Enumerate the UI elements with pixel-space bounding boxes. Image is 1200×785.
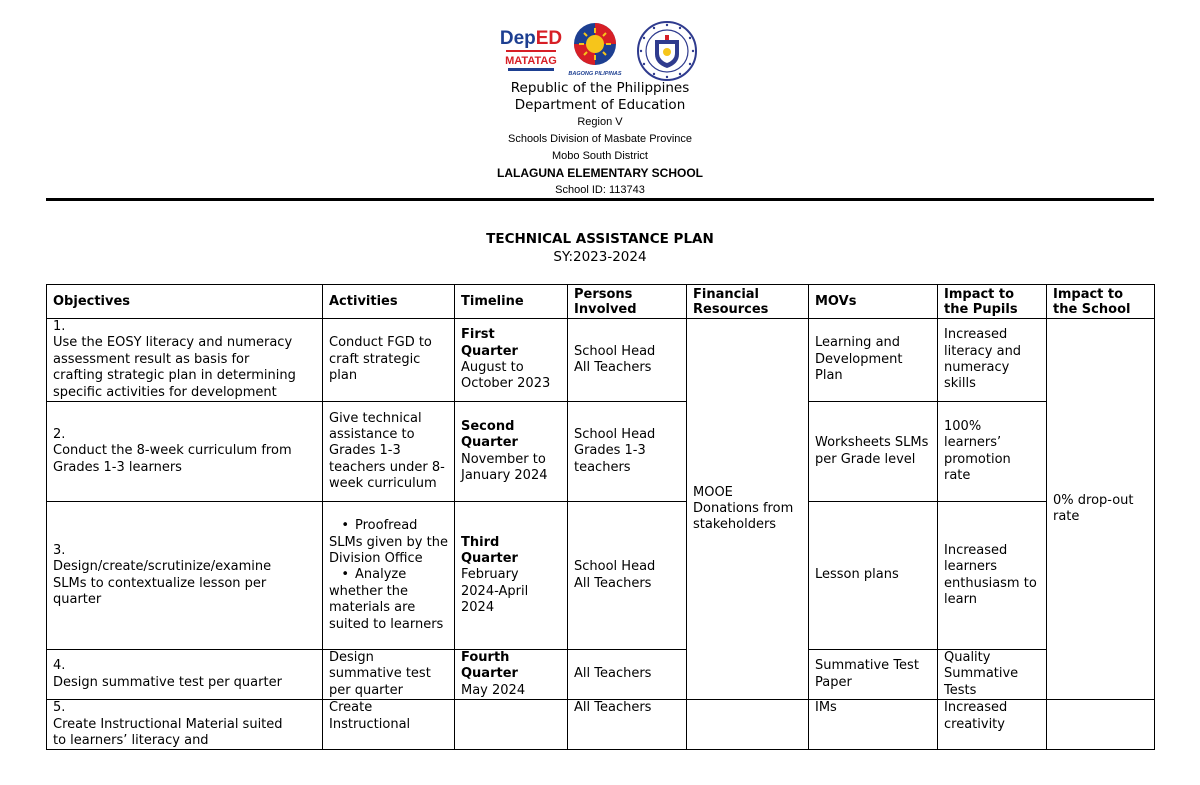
- timeline-cell: Second Quarter November to January 2024: [455, 402, 568, 502]
- objective-cell: 3.Design/create/scrutinize/examine SLMs to contextualize lesson per quarter: [47, 502, 323, 650]
- persons-cell: School Head All Teachers: [568, 502, 687, 650]
- activity-bullet: • Proofread SLMs given by the Division Office: [329, 518, 448, 566]
- header-financial-resources: Financial Resources: [687, 285, 809, 319]
- activity-bullet: • Analyze whether the materials are suited to learners: [329, 567, 444, 632]
- objective-cell: 1.Use the EOSY literacy and numeracy assessment result as basis for crafting strategic plan in determining specific activities for development: [47, 319, 323, 402]
- document-title: TECHNICAL ASSISTANCE PLAN: [486, 231, 714, 247]
- district-line: Mobo South District: [552, 150, 648, 162]
- svg-text:DepED: DepED: [500, 28, 562, 49]
- table-row: [47, 650, 1155, 700]
- division-line: Schools Division of Masbate Province: [507, 133, 693, 145]
- persons-cell: School Head All Teachers: [568, 319, 687, 402]
- svg-text:BAGONG PILIPINAS: BAGONG PILIPINAS: [568, 71, 622, 77]
- table-row: [47, 502, 1155, 650]
- bagong-pilipinas-logo: [568, 20, 622, 78]
- activity-cell: [323, 502, 455, 650]
- region-line: Region V: [577, 116, 623, 128]
- table-row: [47, 700, 1155, 750]
- header-persons-involved: Persons Involved: [568, 285, 687, 319]
- financial-resources-cell: [687, 700, 809, 750]
- table-row: [47, 402, 1155, 502]
- objective-cell: 4.Design summative test per quarter: [47, 650, 323, 700]
- objective-cell: 2.Conduct the 8-week curriculum from Grades 1-3 learners: [47, 402, 323, 502]
- impact-pupils-cell: 100% learners’ promotion rate: [938, 402, 1047, 502]
- activity-cell: Create Instructional: [323, 700, 455, 750]
- objective-cell: 5.Create Instructional Material suited to learners’ literacy and: [47, 700, 323, 750]
- timeline-cell: [455, 700, 568, 750]
- document-title-block: [0, 230, 1200, 266]
- impact-school-cell: 0% drop-out rate: [1047, 319, 1155, 700]
- header-impact-school: Impact to the School: [1047, 285, 1155, 319]
- header-timeline: Timeline: [455, 285, 568, 319]
- header-impact-pupils: Impact to the Pupils: [938, 285, 1047, 319]
- activity-cell: Design summative test per quarter: [323, 650, 455, 700]
- mov-cell: Learning and Development Plan: [809, 319, 938, 402]
- financial-resources-cell: MOOE Donations from stakeholders: [687, 319, 809, 700]
- table-header-row: [47, 285, 1155, 319]
- timeline-cell: Third Quarter February 2024-April 2024: [455, 502, 568, 650]
- impact-pupils-cell: Increased literacy and numeracy skills: [938, 319, 1047, 402]
- persons-cell: All Teachers: [568, 700, 687, 750]
- impact-pupils-cell: Quality Summative Tests: [938, 650, 1047, 700]
- table-row: [47, 319, 1155, 402]
- school-id: School ID: 113743: [555, 184, 645, 196]
- header-activities: Activities: [323, 285, 455, 319]
- impact-pupils-cell: Increased creativity: [938, 700, 1047, 750]
- activity-cell: Give technical assistance to Grades 1-3 teachers under 8-week curriculum: [323, 402, 455, 502]
- mov-cell: Summative Test Paper: [809, 650, 938, 700]
- department-line: Department of Education: [514, 97, 686, 113]
- school-name: LALAGUNA ELEMENTARY SCHOOL: [497, 166, 703, 180]
- header-divider: [46, 198, 1154, 201]
- technical-assistance-table: [46, 284, 1155, 750]
- svg-text:MATATAG: MATATAG: [505, 55, 557, 67]
- header-movs: MOVs: [809, 285, 938, 319]
- mov-cell: Worksheets SLMs per Grade level: [809, 402, 938, 502]
- impact-school-cell: [1047, 700, 1155, 750]
- deped-seal-logo: [636, 20, 698, 82]
- header-objectives: Objectives: [47, 285, 323, 319]
- header-logos: [0, 20, 1200, 80]
- timeline-cell: First Quarter August to October 2023: [455, 319, 568, 402]
- school-year: SY:2023-2024: [553, 249, 647, 265]
- deped-matatag-logo: [500, 20, 562, 78]
- timeline-cell: Fourth Quarter May 2024: [455, 650, 568, 700]
- impact-pupils-cell: Increased learners enthusiasm to learn: [938, 502, 1047, 650]
- mov-cell: Lesson plans: [809, 502, 938, 650]
- persons-cell: School Head Grades 1-3 teachers: [568, 402, 687, 502]
- letterhead: [0, 80, 1200, 199]
- republic-line: Republic of the Philippines: [510, 80, 690, 96]
- persons-cell: All Teachers: [568, 650, 687, 700]
- mov-cell: IMs: [809, 700, 938, 750]
- activity-cell: Conduct FGD to craft strategic plan: [323, 319, 455, 402]
